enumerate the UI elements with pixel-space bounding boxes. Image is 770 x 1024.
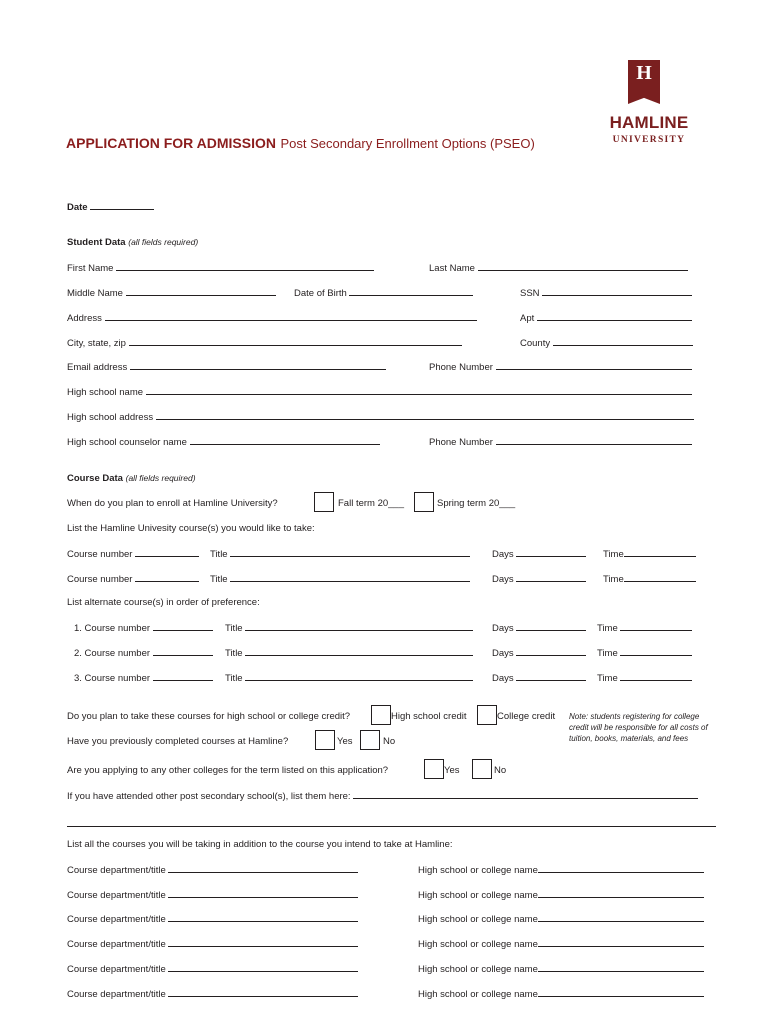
school-label: High school or college name — [418, 865, 538, 876]
email-input[interactable] — [130, 361, 386, 370]
addl-5-dept-input[interactable] — [168, 963, 358, 972]
course-heading-note: (all fields required) — [125, 473, 196, 483]
logo-name: HAMLINE — [609, 113, 689, 132]
course-1-days-row — [492, 548, 586, 560]
course-2-number-row — [67, 573, 199, 585]
addl-1-school-input[interactable] — [538, 864, 704, 873]
college-credit-label: College credit — [497, 711, 556, 722]
previous-no-checkbox[interactable] — [360, 730, 380, 750]
student-heading-note: (all fields required) — [128, 237, 199, 247]
course-2-days-row — [492, 573, 586, 585]
days-label: Days — [492, 673, 514, 684]
title-label: Title — [210, 574, 228, 585]
days-label: Days — [492, 623, 514, 634]
addl-3-dept-input[interactable] — [168, 913, 358, 922]
high-school-credit-checkbox[interactable] — [371, 705, 391, 725]
alt-3-days-input[interactable] — [516, 672, 586, 681]
hs-name-input[interactable] — [146, 386, 692, 395]
addl-2-dept-row — [67, 889, 358, 901]
alt-3-time-row — [597, 672, 692, 684]
attended-input-1[interactable] — [353, 790, 698, 799]
addl-6-dept-row — [67, 988, 358, 1000]
date-row — [67, 201, 154, 213]
addl-3-school-row — [418, 913, 704, 925]
hs-name-row — [67, 386, 692, 398]
alt-2-days-input[interactable] — [516, 647, 586, 656]
county-input[interactable] — [553, 337, 693, 346]
course-heading — [67, 473, 196, 484]
last-name-input[interactable] — [478, 262, 688, 271]
alt-3-days-row — [492, 672, 586, 684]
attended-input-2[interactable] — [67, 818, 716, 827]
title-label: Title — [225, 623, 243, 634]
course-2-days-input[interactable] — [516, 573, 586, 582]
previous-no-label: No — [383, 736, 396, 747]
spring-term-checkbox[interactable] — [414, 492, 434, 512]
ssn-input[interactable] — [542, 287, 692, 296]
addl-2-school-input[interactable] — [538, 889, 704, 898]
alt-2-number-row — [74, 647, 213, 659]
middle-name-row — [67, 287, 276, 299]
middle-name-input[interactable] — [126, 287, 276, 296]
city-label: City, state, zip — [67, 338, 126, 349]
alt-1-time-row — [597, 622, 692, 634]
page-title — [66, 135, 535, 153]
first-name-label: First Name — [67, 263, 114, 274]
alt-3-time-input[interactable] — [620, 672, 692, 681]
date-label: Date — [67, 202, 88, 213]
date-input[interactable] — [90, 201, 154, 210]
days-label: Days — [492, 574, 514, 585]
address-label: Address — [67, 313, 102, 324]
dob-label: Date of Birth — [294, 288, 347, 299]
logo-initial: H — [636, 62, 652, 84]
title-sub: Post Secondary Enrollment Options (PSEO) — [280, 136, 535, 151]
attended-line-2-row — [67, 814, 716, 832]
addl-4-dept-input[interactable] — [168, 938, 358, 947]
enroll-question: When do you plan to enroll at Hamline University? — [67, 498, 278, 509]
alt-2-time-input[interactable] — [620, 647, 692, 656]
dept-label: Course department/title — [67, 989, 166, 1000]
hs-counselor-label: High school counselor name — [67, 437, 187, 448]
course-number-label: Course number — [67, 549, 133, 560]
time-label: Time — [597, 623, 618, 634]
dob-input[interactable] — [349, 287, 473, 296]
alt-2-number-input[interactable] — [153, 647, 213, 656]
alt-1-title-row — [225, 622, 473, 634]
addl-4-dept-row — [67, 938, 358, 950]
apt-row — [520, 312, 692, 324]
fall-term-label: Fall term 20___ — [338, 498, 405, 509]
alt-3-label: 3. Course number — [74, 673, 151, 684]
county-row — [520, 337, 693, 349]
addl-3-school-input[interactable] — [538, 913, 704, 922]
school-label: High school or college name — [418, 914, 538, 925]
address-row — [67, 312, 477, 324]
course-1-number-input[interactable] — [135, 548, 199, 557]
addl-1-dept-input[interactable] — [168, 864, 358, 873]
other-yes-label: Yes — [444, 765, 460, 776]
title-label: Title — [225, 673, 243, 684]
days-label: Days — [492, 648, 514, 659]
addl-6-school-row — [418, 988, 704, 1000]
course-2-title-input[interactable] — [230, 573, 470, 582]
course-2-time-row — [603, 573, 696, 585]
phone-input[interactable] — [496, 361, 692, 370]
other-colleges-question: Are you applying to any other colleges for the term listed on this application? — [67, 765, 389, 776]
alt-2-title-input[interactable] — [245, 647, 473, 656]
phone-row — [429, 361, 692, 373]
hs-address-label: High school address — [67, 412, 154, 423]
course-1-days-input[interactable] — [516, 548, 586, 557]
apt-input[interactable] — [537, 312, 692, 321]
phone-label: Phone Number — [429, 362, 493, 373]
credit-question: Do you plan to take these courses for high school or college credit? — [67, 711, 351, 722]
alt-3-number-row — [74, 672, 213, 684]
alt-1-number-input[interactable] — [153, 622, 213, 631]
alt-3-title-row — [225, 672, 473, 684]
city-row — [67, 337, 462, 349]
hs-phone-row — [429, 436, 692, 448]
addl-6-school-input[interactable] — [538, 988, 704, 997]
last-name-label: Last Name — [429, 263, 475, 274]
dept-label: Course department/title — [67, 914, 166, 925]
hs-name-label: High school name — [67, 387, 144, 398]
previous-yes-label: Yes — [337, 736, 353, 747]
alt-1-days-row — [492, 622, 586, 634]
attended-question: If you have attended other post secondary school(s), list them here: — [67, 791, 351, 802]
time-label: Time — [597, 673, 618, 684]
apt-label: Apt — [520, 313, 535, 324]
ssn-label: SSN — [520, 288, 540, 299]
previous-question: Have you previously completed courses at Hamline? — [67, 736, 289, 747]
college-credit-checkbox[interactable] — [477, 705, 497, 725]
course-heading-label: Course Data — [67, 473, 123, 484]
course-list-question: List the Hamline Univesity course(s) you would like to take: — [67, 523, 315, 534]
course-1-title-row — [210, 548, 470, 560]
course-2-number-input[interactable] — [135, 573, 199, 582]
school-label: High school or college name — [418, 939, 538, 950]
alt-2-time-row — [597, 647, 692, 659]
city-input[interactable] — [129, 337, 462, 346]
alt-1-time-input[interactable] — [620, 622, 692, 631]
hs-address-input[interactable] — [156, 411, 694, 420]
school-label: High school or college name — [418, 890, 538, 901]
course-1-number-row — [67, 548, 199, 560]
addl-4-school-input[interactable] — [538, 938, 704, 947]
alt-1-number-row — [74, 622, 213, 634]
other-no-label: No — [494, 765, 507, 776]
addl-2-dept-input[interactable] — [168, 889, 358, 898]
middle-name-label: Middle Name — [67, 288, 123, 299]
course-1-time-row — [603, 548, 696, 560]
spring-term-label: Spring term 20___ — [437, 498, 516, 509]
addl-6-dept-input[interactable] — [168, 988, 358, 997]
school-label: High school or college name — [418, 989, 538, 1000]
alt-2-days-row — [492, 647, 586, 659]
dept-label: Course department/title — [67, 939, 166, 950]
additional-question: List all the courses you will be taking in addition to the course you intend to take at Hamline: — [67, 839, 453, 850]
alt-3-number-input[interactable] — [153, 672, 213, 681]
dept-label: Course department/title — [67, 890, 166, 901]
last-name-row — [429, 262, 688, 274]
addl-5-school-input[interactable] — [538, 963, 704, 972]
county-label: County — [520, 338, 551, 349]
first-name-input[interactable] — [116, 262, 374, 271]
hs-phone-input[interactable] — [496, 436, 692, 445]
email-label: Email address — [67, 362, 128, 373]
email-row — [67, 361, 386, 373]
course-number-label: Course number — [67, 574, 133, 585]
time-label: Time — [603, 549, 624, 560]
fall-term-checkbox[interactable] — [314, 492, 334, 512]
time-label: Time — [597, 648, 618, 659]
other-yes-checkbox[interactable] — [424, 759, 444, 779]
dob-row — [294, 287, 473, 299]
addl-4-school-row — [418, 938, 704, 950]
title-main: APPLICATION FOR ADMISSION — [66, 135, 276, 151]
first-name-row — [67, 262, 374, 274]
hs-address-row — [67, 411, 694, 423]
course-2-title-row — [210, 573, 470, 585]
high-school-credit-label: High school credit — [391, 711, 467, 722]
hs-phone-label: Phone Number — [429, 437, 493, 448]
credit-note: Note: students registering for college credit will be responsible for all costs of tuition, books, materials, and fees — [569, 712, 708, 743]
title-label: Title — [210, 549, 228, 560]
logo-subtitle: UNIVERSITY — [612, 135, 686, 145]
previous-yes-checkbox[interactable] — [315, 730, 335, 750]
addl-5-dept-row — [67, 963, 358, 975]
course-1-title-input[interactable] — [230, 548, 470, 557]
school-label: High school or college name — [418, 964, 538, 975]
attended-row — [67, 790, 698, 802]
dept-label: Course department/title — [67, 964, 166, 975]
student-heading-label: Student Data — [67, 237, 126, 248]
hs-counselor-input[interactable] — [190, 436, 380, 445]
alt-2-label: 2. Course number — [74, 648, 151, 659]
addl-3-dept-row — [67, 913, 358, 925]
hs-counselor-row — [67, 436, 380, 448]
alt-1-title-input[interactable] — [245, 622, 473, 631]
ssn-row — [520, 287, 692, 299]
other-no-checkbox[interactable] — [472, 759, 492, 779]
address-input[interactable] — [105, 312, 477, 321]
addl-2-school-row — [418, 889, 704, 901]
title-label: Title — [225, 648, 243, 659]
alt-2-title-row — [225, 647, 473, 659]
alternate-question: List alternate course(s) in order of preference: — [67, 597, 260, 608]
alt-1-label: 1. Course number — [74, 623, 151, 634]
course-2-time-input[interactable] — [624, 573, 696, 582]
addl-1-dept-row — [67, 864, 358, 876]
time-label: Time — [603, 574, 624, 585]
alt-1-days-input[interactable] — [516, 622, 586, 631]
alt-3-title-input[interactable] — [245, 672, 473, 681]
dept-label: Course department/title — [67, 865, 166, 876]
student-heading — [67, 237, 198, 248]
course-1-time-input[interactable] — [624, 548, 696, 557]
addl-5-school-row — [418, 963, 704, 975]
days-label: Days — [492, 549, 514, 560]
addl-1-school-row — [418, 864, 704, 876]
